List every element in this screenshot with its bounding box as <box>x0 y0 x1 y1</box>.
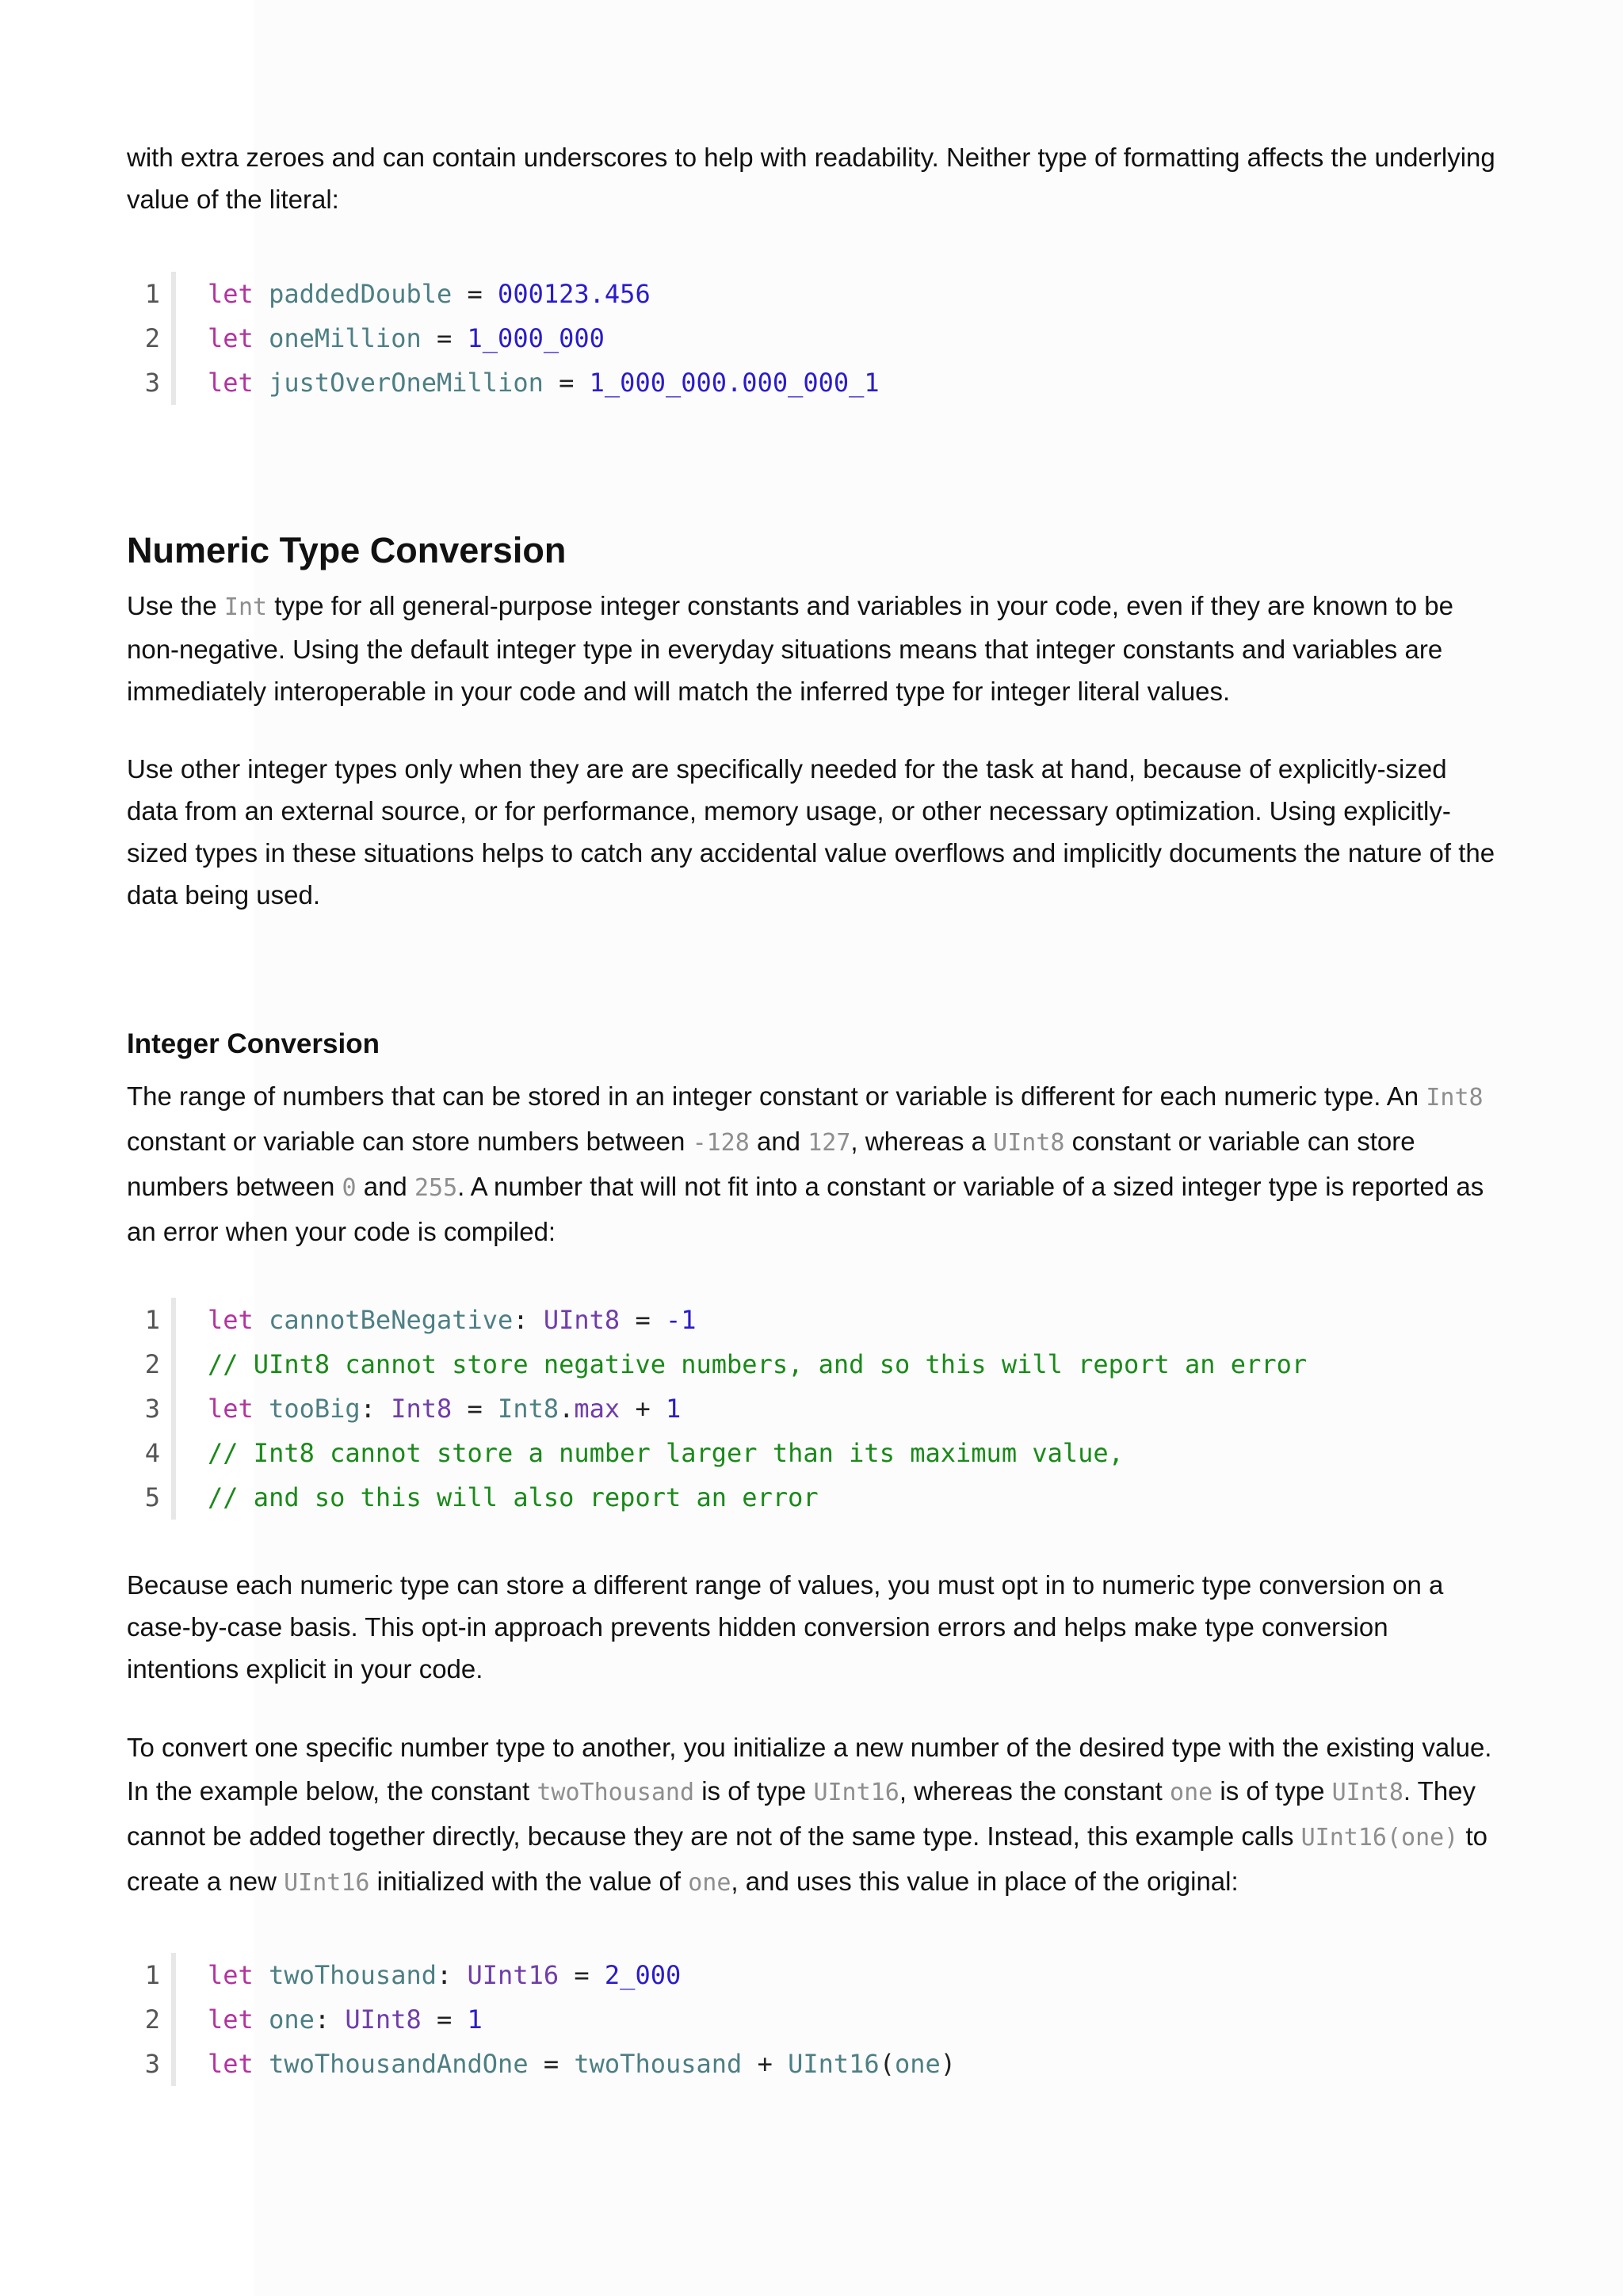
code-line <box>117 272 1496 316</box>
identifier: tooBig <box>269 1394 361 1424</box>
code-line <box>117 1475 1496 1520</box>
keyword: let <box>208 323 254 353</box>
property-name: max <box>574 1394 621 1424</box>
keyword: let <box>208 2049 254 2079</box>
keyword: let <box>208 1394 254 1424</box>
section-heading-integer-conversion: Integer Conversion <box>127 1028 380 1059</box>
number-literal: 000123.456 <box>498 279 651 309</box>
section1-paragraph-2: Use other integer types only when they are are specifically needed for the task at hand, because of explicitly-sized data from an external source, or for performance, memory usage, or other necessary optimization. Using explicitly-sized types in these situations helps to catch any accidental value overflows and implicitly documents the nature of the data being used. <box>127 754 1495 910</box>
section-heading-numeric-type-conversion: Numeric Type Conversion <box>127 530 567 570</box>
inline-code: Int <box>223 593 268 621</box>
inline-code: 127 <box>808 1129 851 1157</box>
code-line <box>117 360 1496 405</box>
type-name: Int8 <box>391 1394 453 1424</box>
operator: = <box>559 368 575 398</box>
code-comment: // Int8 cannot store a number larger than its maximum value, <box>208 1438 1124 1468</box>
operator: = <box>467 279 483 309</box>
code-line: 1 let twoThousand : UInt16 = 2_000 <box>117 1953 1496 1997</box>
section2-paragraph-3: To convert one specific number type to another, you initialize a new number of the desired type with the existing value. In the example below, the constant twoThousand is of type UInt16, whereas the constant one is of type UInt8. They cannot be added together directly, because they are not of the same type. Instead, this example calls UInt16(one) to create a new UInt16 initialized with the value of one, and uses this value in place of the original: <box>127 1733 1492 1897</box>
code-line: 3 let tooBig : Int8 = Int8 . max + 1 <box>117 1386 1496 1431</box>
line-number: 4 <box>144 1438 160 1468</box>
number-literal: 1_000_000.000_000_1 <box>589 368 880 398</box>
type-name: UInt16 <box>467 1960 559 1990</box>
inline-code: 255 <box>414 1174 458 1202</box>
inline-code: UInt8 <box>993 1129 1065 1157</box>
inline-code: UInt16(one) <box>1300 1824 1459 1852</box>
type-name: UInt16 <box>788 2049 880 2079</box>
section1-paragraph-1: Use the Int type for all general-purpose integer constants and variables in your code, even if they are known to be non-negative. Using the default integer type in everyday situations means that integer constants and variables are immediately interoperable in your code and will match the inferred type for integer literal values. <box>127 591 1453 706</box>
code-line: 2 let one : UInt8 = 1 <box>117 1997 1496 2042</box>
identifier: twoThousandAndOne <box>269 2049 529 2079</box>
intro-paragraph: with extra zeroes and can contain underscores to help with readability. Neither type of formatting affects the underlying value of the literal: <box>127 143 1495 214</box>
line-number: 5 <box>144 1482 160 1512</box>
inline-code: UInt16 <box>813 1779 899 1806</box>
line-number: 1 <box>144 279 160 309</box>
code-block-overflow <box>117 1298 1496 1520</box>
code-block-conversion <box>117 1953 1496 2086</box>
code-line <box>117 1431 1496 1475</box>
number-literal: -1 <box>665 1305 697 1335</box>
code-line <box>117 1342 1496 1386</box>
code-comment: // UInt8 cannot store negative numbers, and so this will report an error <box>208 1349 1308 1379</box>
type-name: Int8 <box>498 1394 559 1424</box>
inline-code: -128 <box>692 1129 750 1157</box>
keyword: let <box>208 368 254 398</box>
identifier: cannotBeNegative <box>269 1305 514 1335</box>
identifier: oneMillion <box>269 323 422 353</box>
line-number: 2 <box>144 1349 160 1379</box>
code-line: 1 let cannotBeNegative : UInt8 = -1 <box>117 1298 1496 1342</box>
line-number: 1 <box>144 1960 160 1990</box>
inline-code: UInt16 <box>284 1869 370 1897</box>
line-number: 1 <box>144 1305 160 1335</box>
section2-paragraph-2: Because each numeric type can store a different range of values, you must opt in to numeric type conversion on a case-by-case basis. This opt-in approach prevents hidden conversion errors and helps make type conversion intentions explicit in your code. <box>127 1570 1444 1684</box>
identifier: one <box>894 2049 941 2079</box>
identifier: paddedDouble <box>269 279 453 309</box>
keyword: let <box>208 1960 254 1990</box>
code-block-literals <box>117 272 1496 405</box>
number-literal: 1 <box>467 2004 483 2035</box>
line-number: 2 <box>144 2004 160 2035</box>
number-literal: 1 <box>665 1394 682 1424</box>
identifier: justOverOneMillion <box>269 368 544 398</box>
line-number: 3 <box>144 2049 160 2079</box>
keyword: let <box>208 2004 254 2035</box>
operator: = <box>436 323 453 353</box>
code-line <box>117 316 1496 360</box>
type-name: UInt8 <box>345 2004 422 2035</box>
line-number: 3 <box>144 368 160 398</box>
line-number: 2 <box>144 323 160 353</box>
identifier: twoThousand <box>269 1960 437 1990</box>
inline-code: Int8 <box>1426 1084 1484 1112</box>
number-literal: 1_000_000 <box>467 323 605 353</box>
number-literal: 2_000 <box>604 1960 682 1990</box>
type-name: UInt8 <box>543 1305 621 1335</box>
identifier: one <box>269 2004 315 2035</box>
code-line: 3 let twoThousandAndOne = twoThousand + UInt16 ( one ) <box>117 2042 1496 2086</box>
keyword: let <box>208 279 254 309</box>
line-number: 3 <box>144 1394 160 1424</box>
keyword: let <box>208 1305 254 1335</box>
inline-code: 0 <box>342 1174 357 1202</box>
section2-paragraph-1: The range of numbers that can be stored in an integer constant or variable is different for each numeric type. An Int8 constant or variable can store numbers between -128 and 127, whereas a UInt8 constant or variable can store numbers between 0 and 255. A number that will not fit into a constant or variable of a sized integer type is reported as an error when your code is compiled: <box>127 1081 1484 1246</box>
inline-code: one <box>1170 1779 1213 1806</box>
inline-code: one <box>688 1869 731 1897</box>
identifier: twoThousand <box>574 2049 743 2079</box>
inline-code: UInt8 <box>1331 1779 1403 1806</box>
inline-code: twoThousand <box>537 1779 695 1806</box>
code-comment: // and so this will also report an error <box>208 1482 819 1512</box>
